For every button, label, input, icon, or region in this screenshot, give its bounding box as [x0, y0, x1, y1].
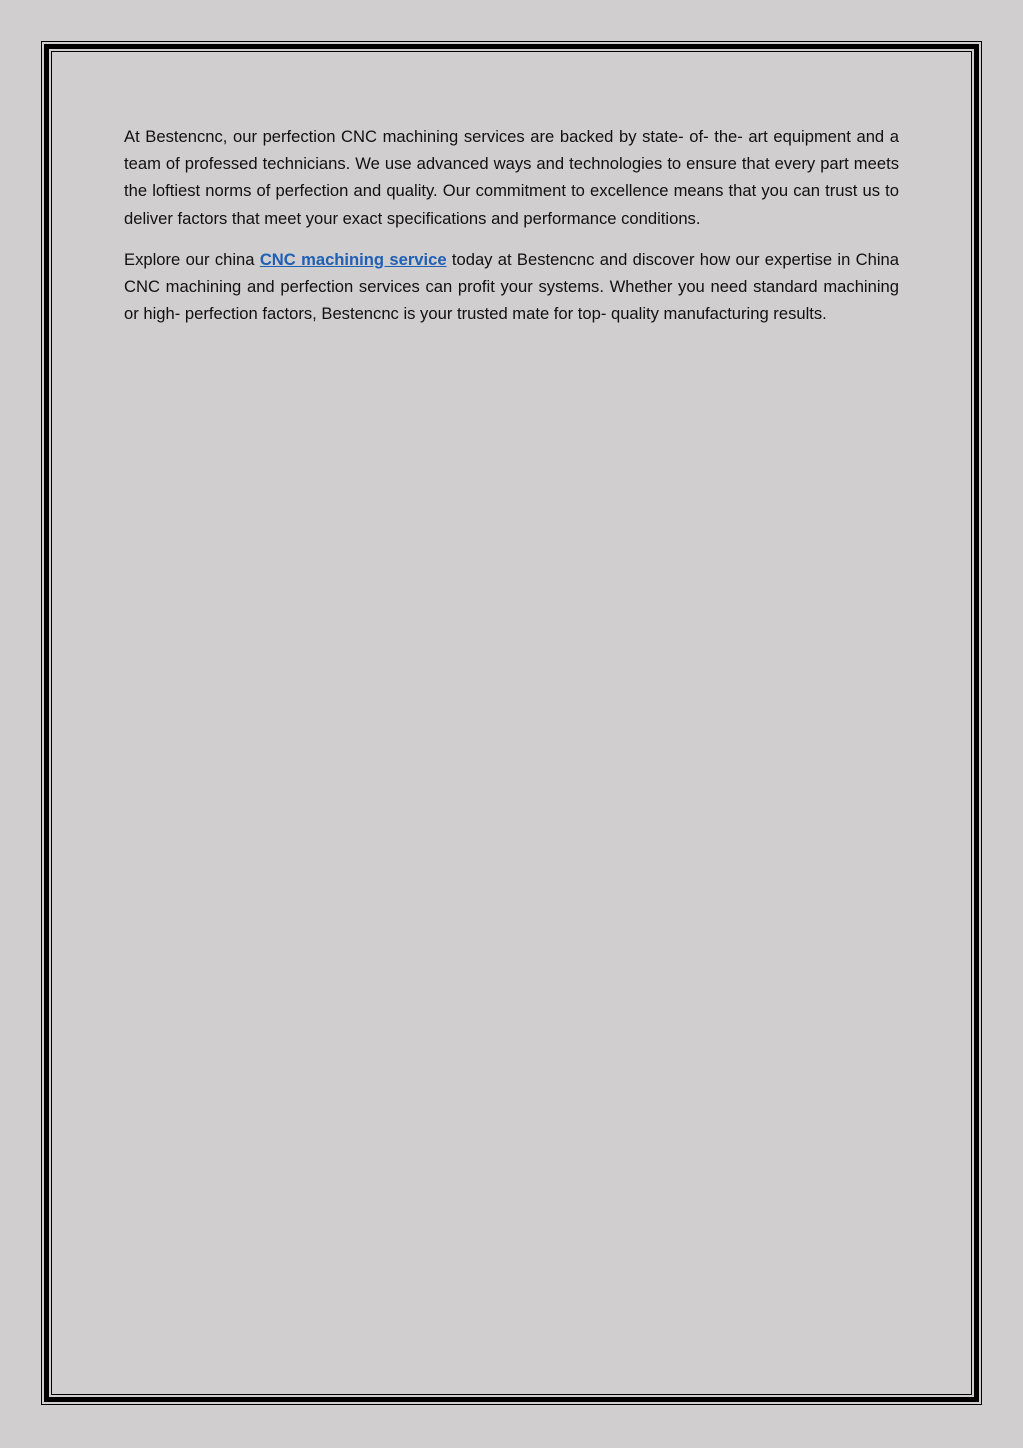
document-body	[124, 123, 899, 341]
paragraph-intro: At Bestencnc, our perfection CNC machining services are backed by state- of- the- art equipment and a team of professed technicians. We use advanced ways and technologies to ensure that every part meets the loftiest norms of perfection and quality. Our commitment to excellence means that you can trust us to deliver factors that meet your exact specifications and performance conditions.	[124, 127, 899, 228]
paragraph-explore-tail: today at Bestencnc and discover how our expertise in China CNC machining and perfection services can profit your systems. Whether you need standard machining or high- perfection factors, Bestencnc is your trusted mate for top- quality manufacturing results.	[124, 249, 900, 324]
paragraph-explore	[124, 246, 899, 328]
cnc-machining-service-link[interactable]: CNC machining service	[259, 249, 447, 269]
paragraph-explore-lead: Explore our china	[124, 249, 260, 269]
